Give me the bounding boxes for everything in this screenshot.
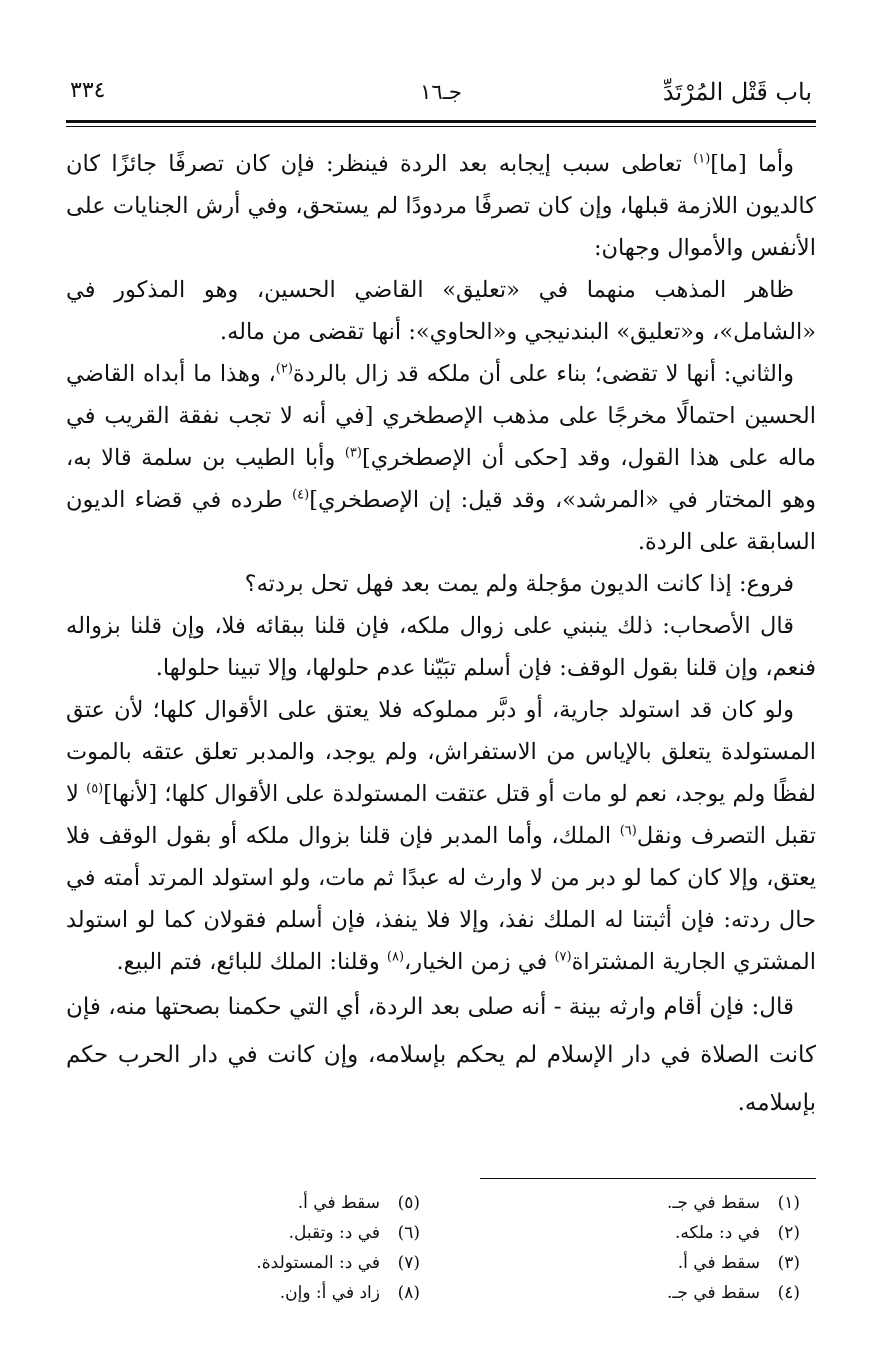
paragraph-5: قال الأصحاب: ذلك ينبني على زوال ملكه، فإن قلنا ببقائه فلا، وإن قلنا بزواله فنعم، وإن قلنا بقول الوقف: فإن أسلم تبَيّنا عدم حلولها، وإلا تبينا حلولها.	[66, 613, 816, 681]
paragraph-7: قال: فإن أقام وارثه بينة - أنه صلى بعد الردة، أي التي حكمنا بصحتها منه، فإن كانت الصلاة في دار الإسلام لم يحكم بإسلامه، وإن كانت في دار الحرب حكم بإسلامه.	[66, 994, 816, 1116]
footnote-marker-2[interactable]: (٢)	[275, 361, 293, 377]
paragraph-1: وأما [ما]$^{(١)}$ تعاطى سبب إيجابه بعد الردة فينظر: فإن كان تصرفًا جائزًا كان كالديون اللازمة قبلها، وإن كان تصرفًا مردودًا لم يستحق، وفي أرش الجنايات على الأنفس والأموال وجهان:	[66, 151, 816, 261]
footnote-marker-4[interactable]: (٤)	[292, 487, 310, 503]
footnote-marker-5[interactable]: (٥)	[86, 781, 104, 797]
paragraph-2: ظاهر المذهب منهما في «تعليق» القاضي الحسين، وهو المذكور في «الشامل»، و«تعليق» البندنيجي و«الحاوي»: أنها تقضى من ماله.	[66, 277, 816, 345]
footnote-6: (٦)في د: وتقبل.	[288, 1223, 420, 1243]
footnote-separator	[480, 1178, 816, 1179]
header-rule-thin	[66, 126, 816, 127]
footnote-marker-3[interactable]: (٣)	[344, 445, 362, 461]
page-number: ٣٣٤	[70, 78, 106, 103]
footnote-marker-8[interactable]: (٨)	[386, 949, 405, 965]
header-rule-thick	[66, 120, 816, 123]
footnote-5: (٥)سقط في أ.	[297, 1193, 420, 1213]
footnote-marker-7[interactable]: (٧)	[554, 949, 572, 965]
footnote-marker-1[interactable]: (١)	[693, 151, 711, 167]
footnote-3: (٣)سقط في أ.	[677, 1253, 800, 1273]
footnote-4: (٤)سقط في جـ.	[667, 1283, 800, 1303]
running-header	[70, 78, 812, 116]
paragraph-6: ولو كان قد استولد جارية، أو دبَّر مملوكه فلا يعتق على الأقوال كلها؛ لأن عتق المستولدة يتعلق بالإياس من الاستفراش، ولم يوجد، والمدبر تعلق عتقه بالموت لفظًا ولم يوجد، نعم لو مات أو قتل عتقت المستولدة على الأقوال كلها؛ [لأنها]$^{(٥)}$ لا تقبل التصرف ونقل$^{(٦)}$ الملك، وأما المدبر فإن قلنا بزوال ملكه أو بقول الوقف فلا يعتق، وإلا كان كما لو دبر من لا وارث له عبدًا ثم مات، ولو استولد المرتد أمته في حال ردته: فإن أثبتنا له الملك نفذ، وإلا فلا ينفذ، فإن أسلم فقولان كما لو استولد المشتري الجارية المشتراة$^{(٧)}$ في زمن الخيار،$^{(٨)}$ وقلنا: الملك للبائع، فتم البيع.	[66, 697, 816, 975]
footnotes	[180, 1188, 800, 1328]
paragraph-4: فروع: إذا كانت الديون مؤجلة ولم يمت بعد فهل تحل بردته؟	[244, 571, 794, 597]
main-text	[66, 143, 816, 1127]
footnote-1: (١)سقط في جـ.	[667, 1193, 800, 1213]
footnote-7: (٧)في د: المستولدة.	[256, 1253, 420, 1273]
paragraph-3: والثاني: أنها لا تقضى؛ بناء على أن ملكه قد زال بالردة$^{(٢)}$، وهذا ما أبداه القاضي الحسين احتمالًا مخرجًا على مذهب الإصطخري [في أنه لا تجب نفقة القريب في ماله على هذا القول، وقد [حكى أن الإصطخري]$^{(٣)}$ وأبا الطيب بن سلمة قالا به، وهو المختار في «المرشد»، وقد قيل: إن الإصطخري]$^{(٤)}$ طرده في قضاء الديون السابقة على الردة.	[66, 361, 816, 555]
volume-label: جـ١٦	[420, 80, 462, 104]
footnote-2: (٢)في د: ملكه.	[674, 1223, 800, 1243]
footnote-column-left	[180, 1188, 420, 1308]
footnote-marker-6[interactable]: (٦)	[619, 823, 637, 839]
footnote-column-right	[560, 1188, 800, 1308]
footnote-8: (٨)زاد في أ: وإن.	[279, 1283, 420, 1303]
chapter-title: باب قَتْل المُرْتَدِّ	[662, 78, 812, 106]
